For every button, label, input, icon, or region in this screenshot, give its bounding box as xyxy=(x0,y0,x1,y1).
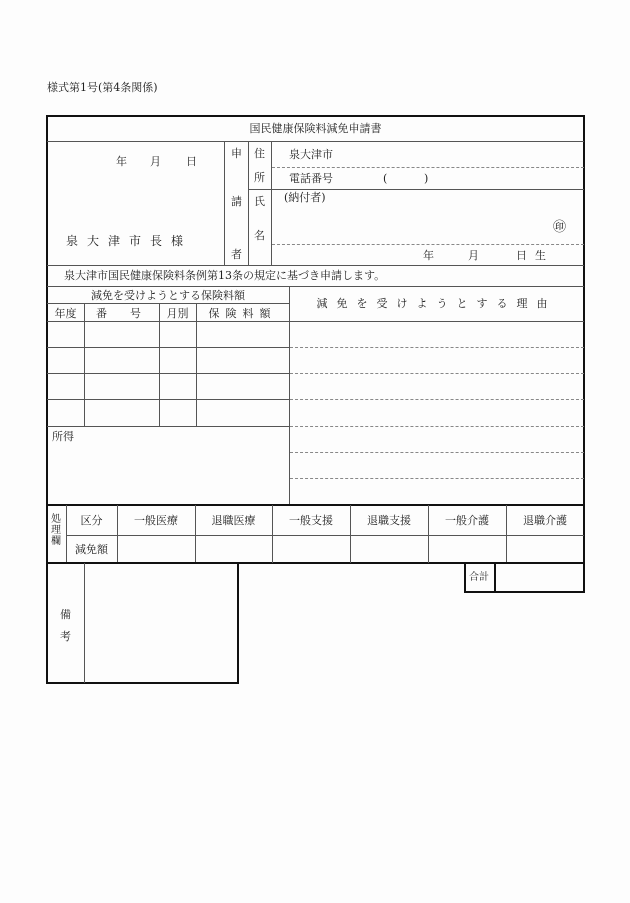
cell-month[interactable] xyxy=(160,322,196,347)
cell-number[interactable] xyxy=(85,322,159,347)
address-label-2: 所 xyxy=(254,171,265,184)
name-field[interactable] xyxy=(272,190,584,244)
divider xyxy=(494,563,496,592)
addressee: 泉大津市長様 xyxy=(66,234,193,248)
total-value[interactable] xyxy=(497,564,583,591)
phone-open-paren: ( xyxy=(383,172,388,185)
col-header-number: 番 号 xyxy=(96,307,147,320)
name-label-1: 氏 xyxy=(254,195,265,208)
seal-icon: ㊞ xyxy=(553,220,567,235)
cell-premium[interactable] xyxy=(197,348,289,373)
applicant-label-3: 者 xyxy=(231,248,242,261)
amount-retired-support[interactable] xyxy=(351,536,428,563)
cell-year[interactable] xyxy=(48,322,84,347)
dashed-divider xyxy=(290,347,584,348)
category-general-medical: 一般医療 xyxy=(134,514,178,527)
processing-label-3: 欄 xyxy=(51,536,61,547)
processing-section-border xyxy=(46,504,585,506)
phone-field[interactable] xyxy=(272,168,584,189)
income-field[interactable] xyxy=(48,427,289,505)
income-label: 所得 xyxy=(52,430,74,443)
divider xyxy=(248,141,249,265)
remarks-field[interactable] xyxy=(85,564,237,682)
col-header-premium: 保険料額 xyxy=(208,307,277,320)
form-title: 国民健康保険料減免申請書 xyxy=(249,122,382,135)
address-prefill: 泉大津市 xyxy=(289,148,333,161)
category-retired-medical: 退職医療 xyxy=(211,514,256,527)
reason-header: 減免を受けようとする理由 xyxy=(316,297,557,310)
remarks-label-1: 備 xyxy=(60,608,71,621)
cell-number[interactable] xyxy=(85,400,159,426)
remarks-label-2: 考 xyxy=(60,630,71,643)
birth-suffix-label: 生 xyxy=(535,249,546,262)
row-header-category: 区分 xyxy=(80,514,103,527)
dashed-divider xyxy=(290,426,584,427)
form-number: 様式第1号(第4条関係) xyxy=(47,81,158,94)
application-date[interactable] xyxy=(100,152,210,168)
cell-year[interactable] xyxy=(48,400,84,426)
cell-premium[interactable] xyxy=(197,400,289,426)
divider xyxy=(224,141,225,265)
birth-year-label: 年 xyxy=(423,249,434,262)
cell-year[interactable] xyxy=(48,374,84,399)
row-header-amount: 減免額 xyxy=(75,543,108,556)
applicant-label-2: 請 xyxy=(231,195,242,208)
address-label-1: 住 xyxy=(254,147,265,160)
applicant-label-1: 申 xyxy=(231,147,242,160)
premium-group-header: 減免を受けようとする保険料額 xyxy=(91,289,245,302)
category-retired-support: 退職支援 xyxy=(367,514,411,527)
date-day-label: 日 xyxy=(186,155,197,168)
amount-general-care[interactable] xyxy=(429,536,506,563)
date-month-label: 月 xyxy=(150,155,161,168)
cell-premium[interactable] xyxy=(197,322,289,347)
divider xyxy=(47,286,584,287)
processing-label-1: 処 xyxy=(51,514,61,525)
cell-month[interactable] xyxy=(160,400,196,426)
category-general-care: 一般介護 xyxy=(445,514,489,527)
cell-year[interactable] xyxy=(48,348,84,373)
phone-close-paren: ) xyxy=(424,172,429,185)
processing-label-2: 理 xyxy=(51,525,61,536)
divider xyxy=(47,265,584,266)
amount-retired-medical[interactable] xyxy=(196,536,272,563)
birth-month-label: 月 xyxy=(468,249,479,262)
total-label: 合計 xyxy=(469,572,489,583)
dashed-divider xyxy=(290,452,584,453)
cell-month[interactable] xyxy=(160,348,196,373)
phone-label: 電話番号 xyxy=(289,172,333,185)
payer-label: (納付者) xyxy=(284,191,326,204)
amount-general-medical[interactable] xyxy=(118,536,195,563)
category-general-support: 一般支援 xyxy=(289,514,333,527)
address-field[interactable] xyxy=(272,142,584,167)
cell-number[interactable] xyxy=(85,348,159,373)
statement-text: 泉大津市国民健康保険料条例第13条の規定に基づき申請します。 xyxy=(64,269,386,282)
dashed-divider xyxy=(290,373,584,374)
dashed-divider xyxy=(290,399,584,400)
category-retired-care: 退職介護 xyxy=(523,514,567,527)
birth-day-label: 日 xyxy=(516,249,527,262)
cell-number[interactable] xyxy=(85,374,159,399)
name-label-2: 名 xyxy=(254,229,265,242)
cell-premium[interactable] xyxy=(197,374,289,399)
cell-month[interactable] xyxy=(160,374,196,399)
col-header-month: 月別 xyxy=(166,307,189,320)
col-header-year: 年度 xyxy=(54,307,77,320)
amount-general-support[interactable] xyxy=(273,536,350,563)
amount-retired-care[interactable] xyxy=(507,536,584,563)
date-year-label: 年 xyxy=(116,155,127,168)
birth-date-field[interactable] xyxy=(272,245,584,265)
dashed-divider xyxy=(290,478,584,479)
